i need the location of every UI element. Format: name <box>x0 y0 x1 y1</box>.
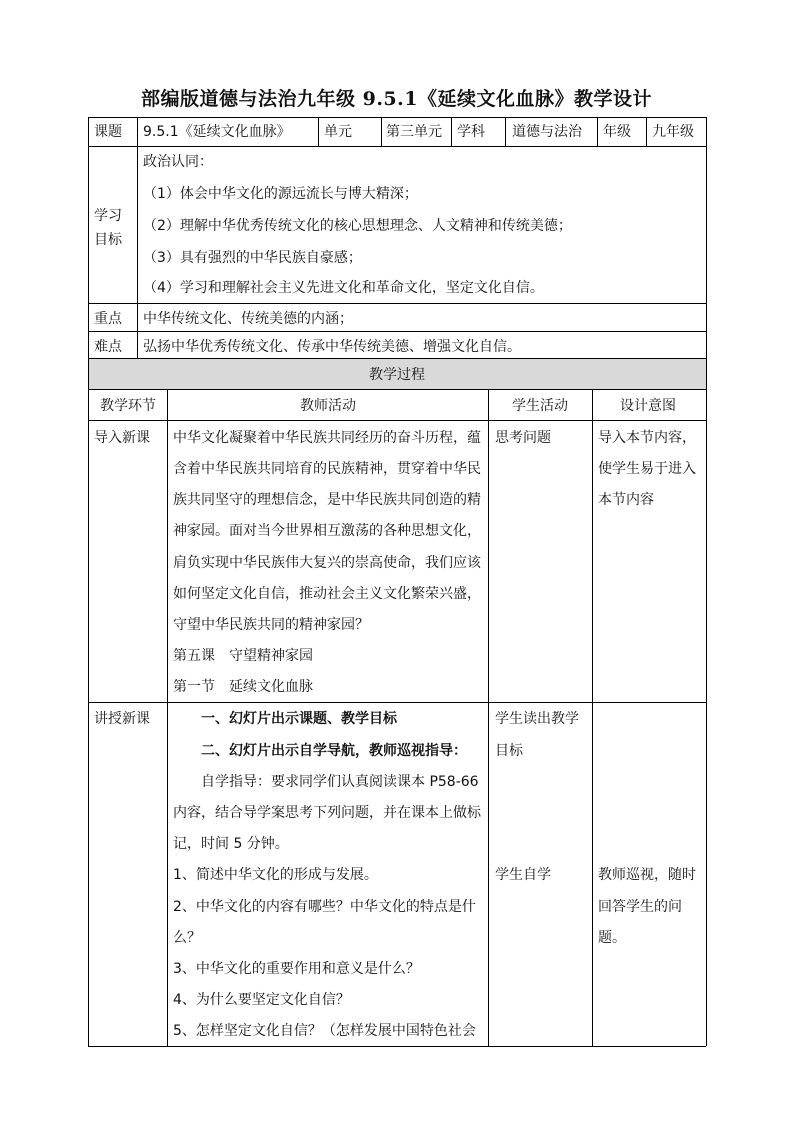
lecture-design-line: 回答学生的问 <box>598 899 682 915</box>
intro-design-line: 使学生易于进入 <box>598 461 696 477</box>
topic-label: 课题 <box>94 124 122 140</box>
goal-line: （1）体会中华文化的源远流长与博大精深； <box>143 186 418 202</box>
column-header-design: 设计意图 <box>620 398 676 414</box>
grade-label: 年级 <box>603 124 631 140</box>
difficulty-value: 弘扬中华优秀传统文化、传承中华传统美德、增强文化自信。 <box>143 339 521 355</box>
intro-teacher-line: 如何坚定文化自信，推动社会主义文化繁荣兴盛， <box>173 586 481 602</box>
lecture-question: 1、简述中华文化的形成与发展。 <box>173 867 378 883</box>
goals-label-line-2: 目标 <box>94 232 122 248</box>
subject-value: 道德与法治 <box>512 124 582 140</box>
lecture-question: 2、中华文化的内容有哪些？中华文化的特点是什 <box>173 899 476 915</box>
goals-label-line-1: 学习 <box>94 208 122 224</box>
lecture-question: 5、怎样坚定文化自信？（怎样发展中国特色社会 <box>173 1023 476 1039</box>
subject-label: 学科 <box>457 124 485 140</box>
intro-student: 思考问题 <box>495 430 551 446</box>
lecture-design-line: 题。 <box>598 930 626 946</box>
goal-line: （2）理解中华优秀传统文化的核心思想理念、人文精神和传统美德； <box>143 218 572 234</box>
lecture-guide-line: 记，时间 5 分钟。 <box>173 836 289 852</box>
column-header-teacher: 教师活动 <box>300 398 356 414</box>
column-header-stage: 教学环节 <box>100 398 156 414</box>
lecture-heading: 二、幻灯片出示自学导航，教师巡视指导： <box>201 743 467 759</box>
unit-label: 单元 <box>324 124 352 140</box>
difficulty-label: 难点 <box>94 339 122 355</box>
lecture-heading: 一、幻灯片出示课题、教学目标 <box>201 711 397 727</box>
intro-teacher-line: 族共同坚守的理想信念，是中华民族共同创造的精 <box>173 492 481 508</box>
intro-design-line: 本节内容 <box>598 492 654 508</box>
unit-value: 第三单元 <box>386 124 442 140</box>
lecture-question: 4、为什么要坚定文化自信？ <box>173 992 350 1008</box>
lecture-question: 么？ <box>173 930 201 946</box>
column-header-student: 学生活动 <box>512 398 568 414</box>
lecture-student-line: 目标 <box>495 743 523 759</box>
key-point-value: 中华传统文化、传统美德的内涵； <box>143 311 353 327</box>
lecture-guide-line: 内容，结合导学案思考下列问题，并在课本上做标 <box>173 805 481 821</box>
lecture-student-line: 学生读出教学 <box>495 711 579 727</box>
intro-teacher-line: 中华文化凝聚着中华民族共同经历的奋斗历程，蕴 <box>173 430 481 446</box>
goal-line: （3）具有强烈的中华民族自豪感； <box>143 250 362 266</box>
intro-design-line: 导入本节内容， <box>598 430 696 446</box>
lecture-design-line: 教师巡视，随时 <box>598 867 696 883</box>
intro-teacher-line: 神家园。面对当今世界相互激荡的各种思想文化， <box>173 523 481 539</box>
intro-teacher-line: 含着中华民族共同培育的民族精神，贯穿着中华民 <box>173 461 481 477</box>
intro-stage: 导入新课 <box>94 430 150 446</box>
intro-teacher-line: 肩负实现中华民族伟大复兴的崇高使命，我们应该 <box>173 555 481 571</box>
lecture-student-self-study: 学生自学 <box>495 867 551 883</box>
key-point-label: 重点 <box>94 311 122 327</box>
lecture-guide-line: 自学指导：要求同学们认真阅读课本 P58-66 <box>201 774 479 790</box>
grade-value: 九年级 <box>652 124 694 140</box>
lecture-question: 3、中华文化的重要作用和意义是什么？ <box>173 961 420 977</box>
lecture-stage: 讲授新课 <box>94 711 150 727</box>
process-header: 教学过程 <box>369 367 425 383</box>
goal-line: 政治认同： <box>143 154 213 170</box>
intro-teacher-line: 第五课 守望精神家园 <box>173 648 313 664</box>
goal-line: （4）学习和理解社会主义先进文化和革命文化，坚定文化自信。 <box>143 280 544 296</box>
document-title: 部编版道德与法治九年级 9.5.1《延续文化血脉》教学设计 <box>140 88 652 110</box>
intro-teacher-line: 守望中华民族共同的精神家园？ <box>173 617 369 633</box>
topic-value: 9.5.1《延续文化血脉》 <box>143 124 291 140</box>
intro-teacher-line: 第一节 延续文化血脉 <box>173 679 313 695</box>
